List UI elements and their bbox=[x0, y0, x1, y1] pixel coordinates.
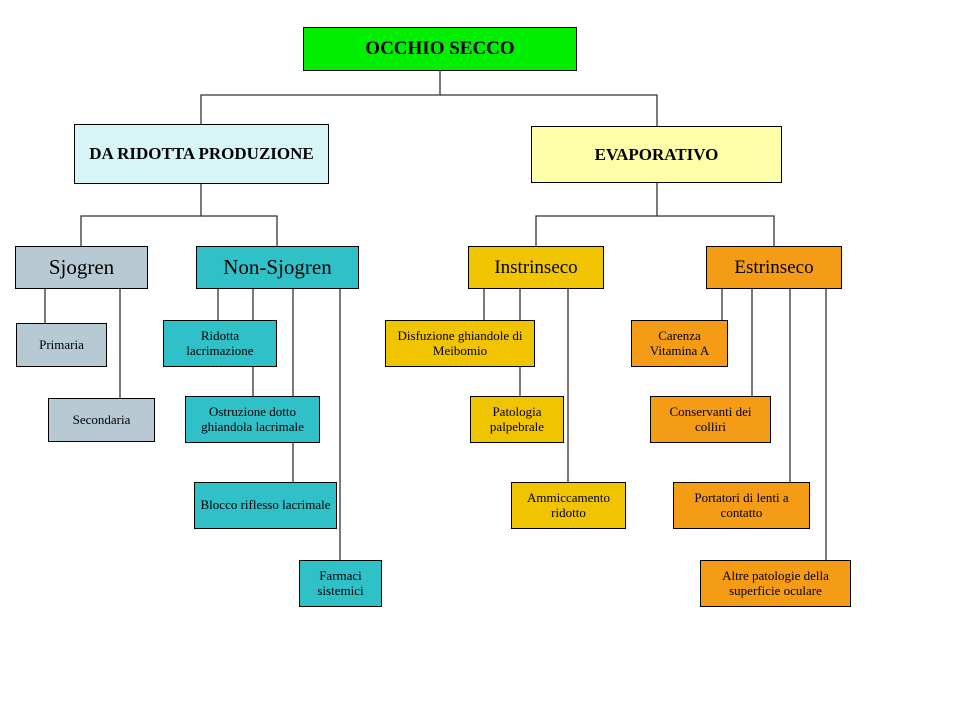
node-label: Sjogren bbox=[48, 254, 115, 279]
node-non-sjogren[interactable] bbox=[196, 246, 359, 289]
node-ammiccamento-ridotto[interactable] bbox=[511, 482, 626, 529]
node-occhio-secco[interactable] bbox=[303, 27, 577, 71]
node-instrinseco[interactable] bbox=[468, 246, 604, 289]
node-patologia-palpebrale[interactable] bbox=[470, 396, 564, 443]
node-label: Primaria bbox=[39, 336, 84, 352]
connector-root-ridotta bbox=[201, 71, 440, 124]
node-evaporativo[interactable] bbox=[531, 126, 782, 183]
node-disfuzione-meibomio[interactable] bbox=[385, 320, 535, 367]
node-portatori-lenti[interactable] bbox=[673, 482, 810, 529]
node-altre-patologie[interactable] bbox=[700, 560, 851, 607]
node-label: Conservanti dei colliri bbox=[669, 403, 752, 434]
node-label: DA RIDOTTA PRODUZIONE bbox=[89, 144, 314, 164]
node-label: Carenza Vitamina A bbox=[649, 327, 710, 358]
connector-root-evaporativo bbox=[440, 95, 657, 126]
node-label: Blocco riflesso lacrimale bbox=[200, 497, 331, 513]
node-label: OCCHIO SECCO bbox=[365, 38, 515, 60]
node-label: Disfuzione ghiandole di Meibomio bbox=[397, 327, 523, 358]
node-label: EVAPORATIVO bbox=[594, 144, 719, 164]
node-primaria[interactable] bbox=[16, 323, 107, 367]
node-estrinseco[interactable] bbox=[706, 246, 842, 289]
node-ridotta-lacrimazione[interactable] bbox=[163, 320, 277, 367]
node-label: Estrinseco bbox=[734, 256, 814, 278]
node-farmaci-sistemici[interactable] bbox=[299, 560, 382, 607]
node-blocco-riflesso[interactable] bbox=[194, 482, 337, 529]
connector-ridotta-nonsjogren bbox=[201, 216, 277, 246]
connector-evaporativo-estrinseco bbox=[657, 216, 774, 246]
node-label: Ammiccamento ridotto bbox=[526, 489, 611, 520]
node-carenza-vitamina-a[interactable] bbox=[631, 320, 728, 367]
node-secondaria[interactable] bbox=[48, 398, 155, 442]
node-label: Farmaci sistemici bbox=[317, 567, 364, 598]
connector-ridotta-sjogren bbox=[81, 184, 201, 246]
node-label: Secondaria bbox=[72, 411, 131, 427]
node-label: Non-Sjogren bbox=[223, 254, 332, 279]
node-da-ridotta-produzione[interactable] bbox=[74, 124, 329, 184]
node-label: Portatori di lenti a contatto bbox=[694, 489, 789, 520]
node-conservanti-colliri[interactable] bbox=[650, 396, 771, 443]
node-label: Altre patologie della superficie oculare bbox=[722, 567, 829, 598]
node-ostruzione-dotto[interactable] bbox=[185, 396, 320, 443]
node-label: Instrinseco bbox=[494, 256, 578, 278]
node-label: Ostruzione dotto ghiandola lacrimale bbox=[201, 403, 304, 434]
connector-evaporativo-instrinseco bbox=[536, 183, 657, 246]
node-sjogren[interactable] bbox=[15, 246, 148, 289]
node-label: Ridotta lacrimazione bbox=[186, 327, 254, 358]
node-label: Patologia palpebrale bbox=[489, 403, 545, 434]
